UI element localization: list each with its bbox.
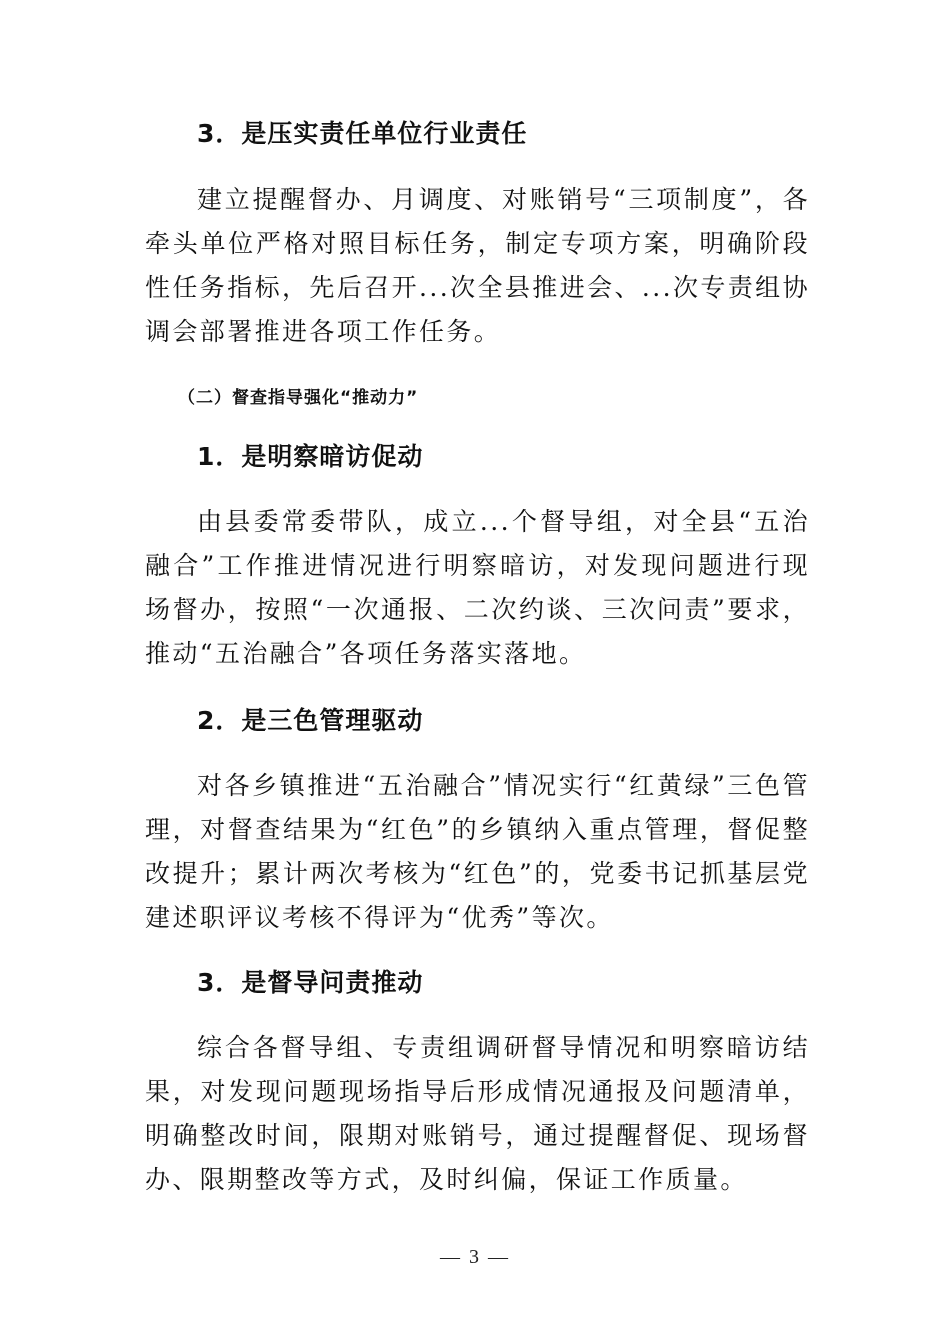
paragraph-three-color: 对各乡镇推进“五治融合”情况实行“红黄绿”三色管理，对督查结果为“红色”的乡镇纳入重点管理，督促整改提升；累计两次考核为“红色”的，党委书记抓基层党建述职评议考核不得评为“优秀”等次。 <box>145 771 810 932</box>
section-heading-accountability: 3．是督导问责推动 <box>197 968 424 997</box>
section-heading-three-color: 2．是三色管理驱动 <box>197 706 424 735</box>
subsection-heading-supervision: （二）督查指导强化“推动力” <box>178 388 419 408</box>
paragraph-three-systems: 建立提醒督办、月调度、对账销号“三项制度”，各牵头单位严格对照目标任务，制定专项方案，明确阶段性任务指标，先后召开...次全县推进会、...次专责组协调会部署推进各项工作任务。 <box>145 185 810 346</box>
section-heading-inspection: 1．是明察暗访促动 <box>197 442 424 471</box>
section-heading-responsibility: 3．是压实责任单位行业责任 <box>197 119 528 148</box>
paragraph-accountability: 综合各督导组、专责组调研督导情况和明察暗访结果，对发现问题现场指导后形成情况通报及问题清单，明确整改时间，限期对账销号，通过提醒督促、现场督办、限期整改等方式，及时纠偏，保证工作质量。 <box>145 1033 810 1194</box>
paragraph-inspection: 由县委常委带队，成立...个督导组，对全县“五治融合”工作推进情况进行明察暗访，对发现问题进行现场督办，按照“一次通报、二次约谈、三次问责”要求，推动“五治融合”各项任务落实落地。 <box>145 507 810 668</box>
page-number: — 3 — <box>440 1246 510 1268</box>
